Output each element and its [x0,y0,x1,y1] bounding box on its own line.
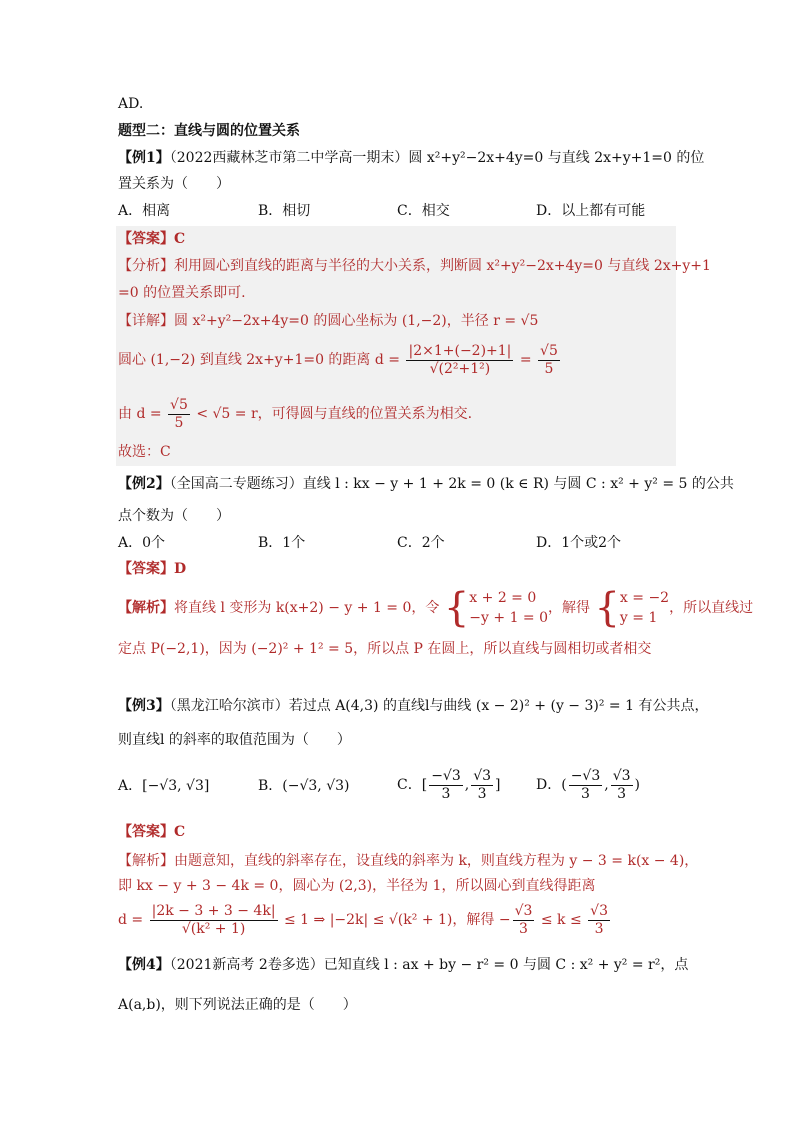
ex1-detail-distance-prefix: 圆心 (1,−2) 到直线 2x+y+1=0 的距离 d = [118,352,401,368]
ex3-analysis-line2: 即 kx − y + 3 − 4k = 0，圆心为 (2,3)，半径为 1，所以圆心到直线得距离 [118,878,596,894]
ex1-final-choice: 故选：C [118,444,171,460]
ex3-bound-high-den: 3 [594,920,604,937]
ex3-option-c-high-num: √3 [473,767,492,784]
ex1-compare-denominator: 5 [174,414,184,431]
ex1-detail-line2 [118,342,562,378]
ex3-option-d-high-num: √3 [612,767,631,784]
ex3-option-b: B．(−√3, √3) [258,778,350,794]
ex2-source: （全国高二专题练习） [169,476,303,492]
ex3-inequality-mid: ≤ k ≤ [540,912,582,928]
ex3-source: （黑龙江哈尔滨市） [169,698,289,714]
ex4-stem-line2: A(a,b)，则下列说法正确的是（ ） [118,997,357,1013]
ex2-brace-2: { [594,585,620,631]
ex3-distance-prefix: d = [118,912,144,928]
ex1-source: （2022西藏林芝市第二中学高一期末） [169,150,409,166]
ex3-analysis-line1: 【解析】由题意知，直线的斜率存在，设直线的斜率为 k，则直线方程为 y − 3 = k(x − 4)， [118,853,699,869]
ex3-bound-low-num: √3 [514,902,533,919]
ex2-brace-1: { [443,585,470,631]
ex2-tag: 【例2】 [118,476,170,492]
ex1-distance-numerator: |2×1+(−2)+1| [408,342,512,359]
ex1-compare-numerator: √5 [170,396,188,413]
ex3-option-c-prefix: C．[ [397,777,428,793]
ex1-detail-line3 [118,396,472,432]
ex3-option-c-comma: , [464,777,470,793]
ex1-detail-equals: = [519,352,532,368]
ex3-option-d-high-den: 3 [617,785,627,802]
ex3-option-c-low-den: 3 [441,785,451,802]
ex1-stem-line2: 置关系为（ ） [118,176,230,192]
ex3-bound-high [588,903,610,938]
ex2-analysis-tag: 【解析】 [118,600,174,616]
ex1-compare-fraction [168,397,190,432]
ex3-option-c-high-den: 3 [477,785,487,802]
ex3-distance-fraction [150,903,278,938]
ex3-option-d-high [611,768,633,803]
ex2-system-1-row2: −y + 1 = 0 [469,610,549,626]
ex2-stem-line1 [118,474,734,494]
ex3-stem-line2: 则直线l 的斜率的取值范围为（ ） [118,732,351,748]
ex3-option-d-prefix: D．( [536,777,567,793]
ex4-tag: 【例4】 [118,957,170,973]
ex3-analysis-line3 [118,900,612,940]
ex3-option-d-comma: , [604,777,609,793]
ex3-option-d-low-den: 3 [581,785,590,802]
ex3-option-c-high [471,768,493,803]
ex1-result-numerator: √5 [540,342,558,359]
ex2-analysis-a2: ，解得 [548,600,591,616]
ex3-option-d [536,763,640,807]
ex3-option-c-low [429,768,463,803]
ex4-stem-a: 已知直线 l : ax + by − r² = 0 与圆 C : x² + y² = r²，点 [323,957,689,973]
ex1-distance-denominator: √(2²+1²) [429,360,491,377]
ex2-option-d: D．1个或2个 [536,535,622,551]
ex1-analysis-line2: =0 的位置关系即可. [118,285,246,301]
ex3-option-d-low [569,768,603,803]
ex1-option-c: C．相交 [397,203,450,219]
ex1-tag: 【例1】 [118,150,170,166]
ex1-compare-prefix: 由 d = [118,406,162,422]
ex3-option-c-suffix: ] [495,777,501,793]
ex1-option-d: D．以上都有可能 [536,203,646,219]
ex3-distance-denominator: √(k² + 1) [181,920,246,937]
ex2-analysis-a1: 将直线 l 变形为 k(x+2) − y + 1 = 0，令 [174,600,440,616]
ex1-compare-rest: < √5 = r，可得圆与直线的位置关系为相交. [196,406,473,422]
previous-answer: AD. [118,96,144,112]
ex2-stem-a: 直线 l : kx − y + 1 + 2k = 0 (k ∈ R) 与圆 C : x² + y² = 5 的公共 [302,476,734,492]
ex2-system-1 [469,588,548,628]
ex3-option-c-low-num: −√3 [431,767,461,784]
ex3-bound-high-num: √3 [590,902,608,919]
ex1-result-denominator: 5 [544,360,554,377]
ex4-stem-line1 [118,955,688,975]
ex2-system-1-row1: x + 2 = 0 [469,590,537,606]
ex1-option-a: A．相离 [118,203,171,219]
ex2-option-c: C．2个 [397,535,445,551]
ex1-stem-a: 圆 x²+y²−2x+4y=0 与直线 2x+y+1=0 的位 [408,150,705,166]
ex2-analysis-a3: ，所以直线过 [669,600,754,616]
ex3-tag: 【例3】 [118,698,170,714]
ex2-stem-line2: 点个数为（ ） [118,508,230,524]
ex3-distance-numerator: |2k − 3 + 3 − 4k| [151,902,276,919]
ex2-analysis-line2: 定点 P(−2,1)，因为 (−2)² + 1² = 5，所以点 P 在圆上，所以直线与圆相切或者相交 [118,641,652,657]
ex1-distance-result-fraction [538,343,560,378]
ex1-answer: 【答案】C [118,231,186,247]
ex1-option-b: B．相切 [258,203,311,219]
ex2-option-b: B．1个 [258,535,306,551]
ex3-stem-a: 若过点 A(4,3) 的直线l与曲线 (x − 2)² + (y − 3)² = 1 有公共点， [288,698,709,714]
ex3-stem-line1 [118,696,708,716]
ex3-answer: 【答案】C [118,824,186,840]
ex2-answer: 【答案】D [118,561,187,577]
ex3-inequality-text: ≤ 1 ⇒ |−2k| ≤ √(k² + 1)，解得 − [283,912,511,928]
ex2-system-2-row2: y = 1 [619,610,658,626]
ex4-source: （2021新高考 2卷多选） [169,957,324,973]
ex3-bound-low [513,903,535,938]
ex1-analysis-line1: 【分析】利用圆心到直线的距离与半径的大小关系，判断圆 x²+y²−2x+4y=0 与直线 2x+y+1 [118,258,711,274]
ex3-bound-low-den: 3 [519,920,528,937]
ex2-option-a: A．0个 [118,535,166,551]
section-title: 题型二：直线与圆的位置关系 [118,123,300,139]
ex1-stem-line1 [118,148,704,168]
ex2-analysis-line1 [118,584,753,632]
ex3-option-d-low-num: −√3 [570,767,601,784]
ex3-option-a: A．[−√3, √3] [118,778,210,794]
ex2-system-2 [620,588,669,628]
ex2-system-2-row1: x = −2 [619,590,670,606]
ex1-distance-fraction [406,343,513,378]
ex3-option-d-suffix: ) [634,777,640,793]
ex3-option-c [397,763,501,807]
ex1-detail-line1: 【详解】圆 x²+y²−2x+4y=0 的圆心坐标为 (1,−2)，半径 r = √5 [118,313,539,329]
